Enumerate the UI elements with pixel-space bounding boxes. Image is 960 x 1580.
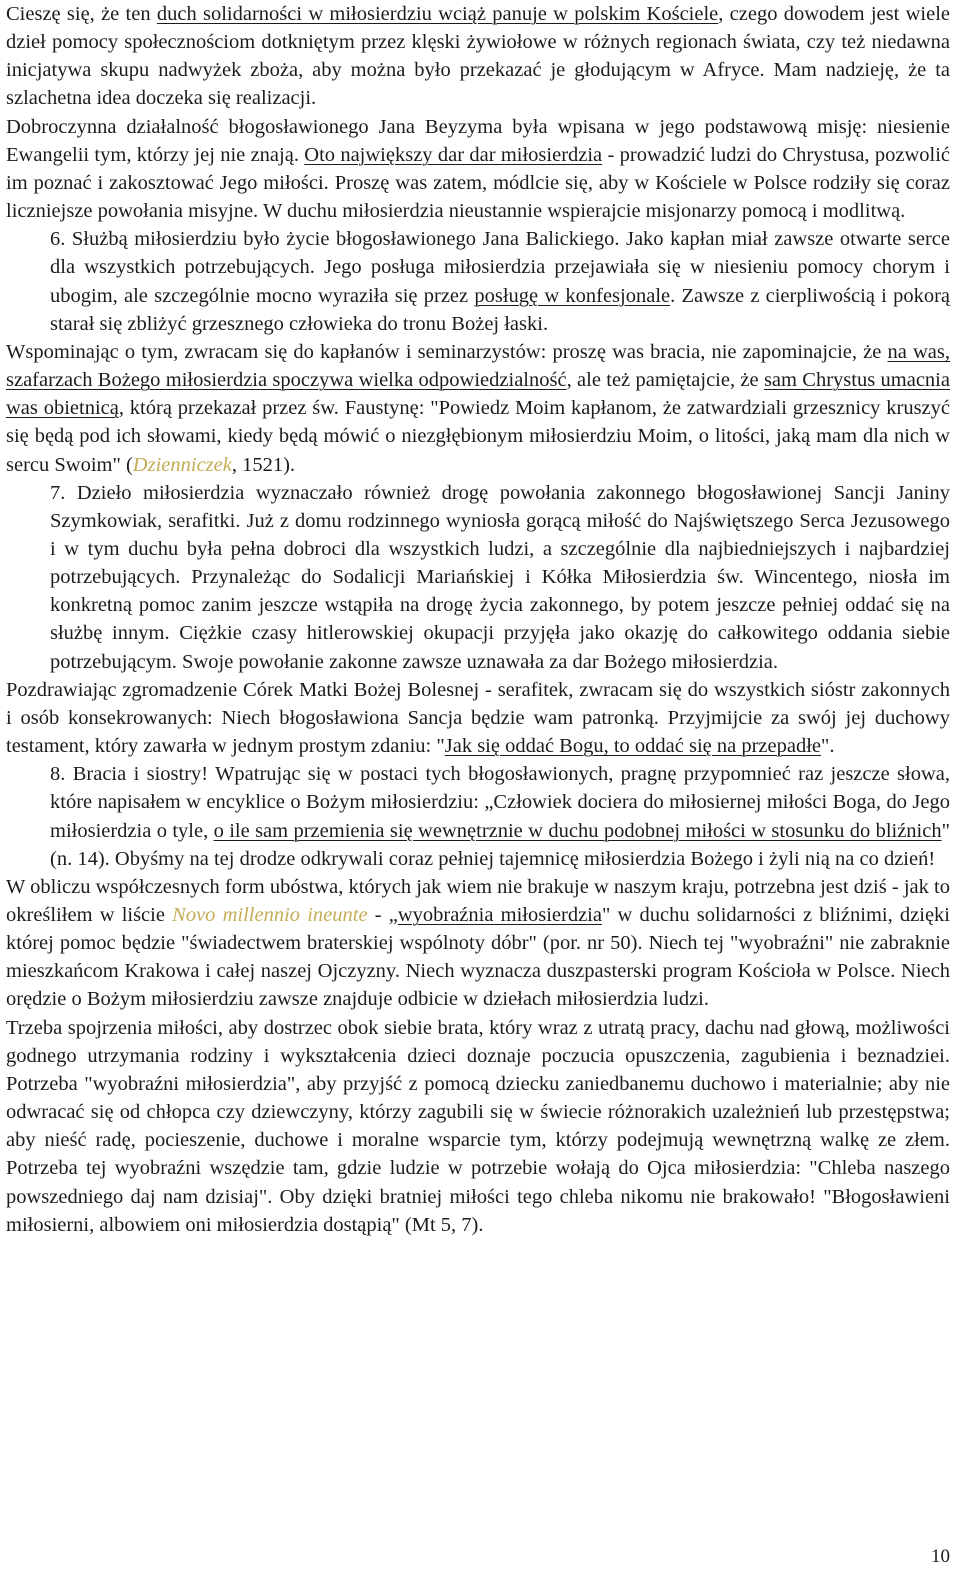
page-number: 10 [931,1546,950,1567]
text-run: Cieszę się, że ten [6,3,157,25]
text-run: Trzeba spojrzenia miłości, aby dostrzec obok siebie brata, który wraz z utratą pracy, dachu nad głową, możliwości godnego utrzymania rodziny i wykształcenia dzieci doznaje poczucia opuszczenia, zagubienia i beznadziei. Potrzeba "wyobraźni miłosierdzia", aby przyjść z pomocą dziecku zaniedbanemu duchowo i materialnie; aby nie odwracać się od chłopca czy dziewczyny, którzy zagubili się w świecie różnorakich uzależnień lub przestępstwa; aby nieść radę, pocieszenie, duchowe i moralne wsparcie tym, którzy podejmują wewnętrzną walkę ze złem. Potrzeba tej wyobraźni wszędzie tam, gdzie ludzie w potrzebie wołają do Ojca miłosierdzia: "Chleba naszego powszedniego daj nam dzisiaj". Oby dzięki bratniej miłości tego chleba nikomu nie brakowało! "Błogosławieni miłosierni, albowiem oni miłosierdzia dostąpią" (Mt 5, 7). [6,1016,950,1236]
text-run: 7. Dzieło miłosierdzia wyznaczało również drogę powołania zakonnego błogosławionej Sancji Janiny Szymkowiak, serafitki. Już z domu rodzinnego wyniosła gorącą miłość do Najświętszego Serca Jezusowego i w tym duchu była pełna dobroci dla wszystkich ludzi, a szczególnie dla najbiedniejszych i najbardziej potrzebujących. Przynależąc do Sodalicji Mariańskiej i Kółka Miłosierdzia św. Wincentego, niosła im konkretną pomoc zanim jeszcze wstąpiła na drogę życia zakonnego, by potem jeszcze pełniej oddać się na służbę innym. Ciężkie czasy hitlerowskiej okupacji przyjęła jako okazję do całkowitego oddania siebie potrzebującym. Swoje powołanie zakonne zawsze uznawała za dar Bożego miłosierdzia. [50,481,950,673]
inline-link[interactable]: wyobraźnia miłosierdzia [397,904,602,926]
text-run: " (n. 14). Obyśmy na tej drodze odkrywali coraz pełniej tajemnicę miłosierdzia Bożego i żyli nią na co dzień! [50,819,950,870]
text-run: , 1521). [231,453,296,476]
inline-link[interactable]: duch solidarności w miłosierdziu wciąż panuje w polskim Kościele [156,3,719,25]
inline-link[interactable]: Jak się oddać Bogu, to oddać się na przepadłe [444,735,822,758]
inline-link[interactable]: Oto największy dar dar miłosierdzia [304,143,603,166]
text-run: Dobroczynna działalność błogosławionego Jana Beyzyma była wpisana w jego podstawową misję: niesienie Ewangelii tym, którzy jej nie znają. [6,115,950,166]
paragraph [6,1014,950,1239]
text-run: Pozdrawiając zgromadzenie Córek Matki Bożej Bolesnej - serafitek, zwracam się do wszystkich sióstr zakonnych i osób konsekrowanych: Niech błogosławiona Sancja będzie wam patronką. Przyjmijcie za swój jej duchowy testament, który zawarła w jednym prostym zdaniu: " [6,678,950,758]
document-body [6,0,950,1239]
inline-link[interactable]: sam Chrystus umacnia was obietnicą [6,369,950,420]
paragraph [6,676,950,760]
text-run: ". [821,735,835,758]
text-run: " w duchu solidarności z bliźnimi, dzięki której pomoc będzie "świadectwem braterskiej wspólnoty dóbr" (por. nr 50). Niech tej "wyobraźni" nie zabraknie mieszkańcom Krakowa i całej naszej Ojczyzny. Niech wyznacza duszpasterski program Kościoła w Polsce. Niech orędzie o Bożym miłosierdziu zawsze znajduje odbicie w dziełach miłosierdzia ludzi. [6,904,951,1011]
paragraph [6,479,950,676]
paragraph [6,0,950,113]
paragraph [6,338,950,479]
text-run: , ale też pamiętajcie, że [566,369,764,392]
inline-link[interactable]: posługę w konfesjonale [474,284,671,307]
text-run: W obliczu współczesnych form ubóstwa, których jak wiem nie brakuje w naszym kraju, potrzebna jest dziś - jak to określiłem w liście [6,875,950,926]
text-run: Wspominając o tym, zwracam się do kapłanów i seminarzystów: proszę was bracia, nie zapominajcie, że [6,340,888,363]
paragraph [6,760,950,873]
text-run: - „ [367,904,398,926]
paragraph [6,873,950,1014]
text-run: , którą przekazał przez św. Faustynę: "Powiedz Moim kapłanom, że zatwardziali grzesznicy kruszyć się będą pod ich słowami, kiedy będą mówić o niezgłębionym miłosierdziu Moim, o litości, jaką mam dla nich w sercu Swoim" ( [6,397,950,476]
paragraph [6,113,950,226]
text-run: . Zawsze z cierpliwością i pokorą starał się zbliżyć grzesznego człowieka do tronu Bożej łaski. [50,284,950,335]
text-run: 8. Bracia i siostry! Wpatrując się w postaci tych błogosławionych, pragnę przypomnieć raz jeszcze słowa, które napisałem w encyklice o Bożym miłosierdziu: „Człowiek dociera do miłosiernej miłości Boga, do Jego miłosierdzia o tyle, [50,763,950,842]
text-run: , czego dowodem jest wiele dzieł pomocy społecznościom dotkniętym przez klęski żywiołowe w różnych regionach świata, czy też niedawna inicjatywa skupu nadwyżek zboża, aby można było przekazać je głodującym w Afryce. Mam nadzieję, że ta szlachetna idea doczeka się realizacji. [6,3,950,110]
text-run: - prowadzić ludzi do Chrystusa, pozwolić im poznać i zakosztować Jego miłości. Proszę was zatem, módlcie się, aby w Kościele w Polsce rodziły się coraz liczniejsze powołania misyjne. W duchu miłosierdzia nieustannie wspierajcie misjonarzy pomocą i modlitwą. [6,143,950,223]
inline-link[interactable]: na was, szafarzach Bożego miłosierdzia spoczywa wielka odpowiedzialność [6,340,950,392]
inline-link[interactable]: o ile sam przemienia się wewnętrznie w duchu podobnej miłości w stosunku do bliźnich [213,819,942,842]
citation-title: Dzienniczek [132,453,232,476]
citation-title: Novo millennio ineunte [172,904,368,926]
text-run: 6. Służbą miłosierdziu było życie błogosławionego Jana Balickiego. Jako kapłan miał zawsze otwarte serce dla wszystkich potrzebujących. Jego posługa miłosierdzia przejawiała się w niesieniu pomocy chorym i ubogim, ale szczególnie mocno wyraziła się przez [50,228,950,307]
paragraph [6,225,950,338]
